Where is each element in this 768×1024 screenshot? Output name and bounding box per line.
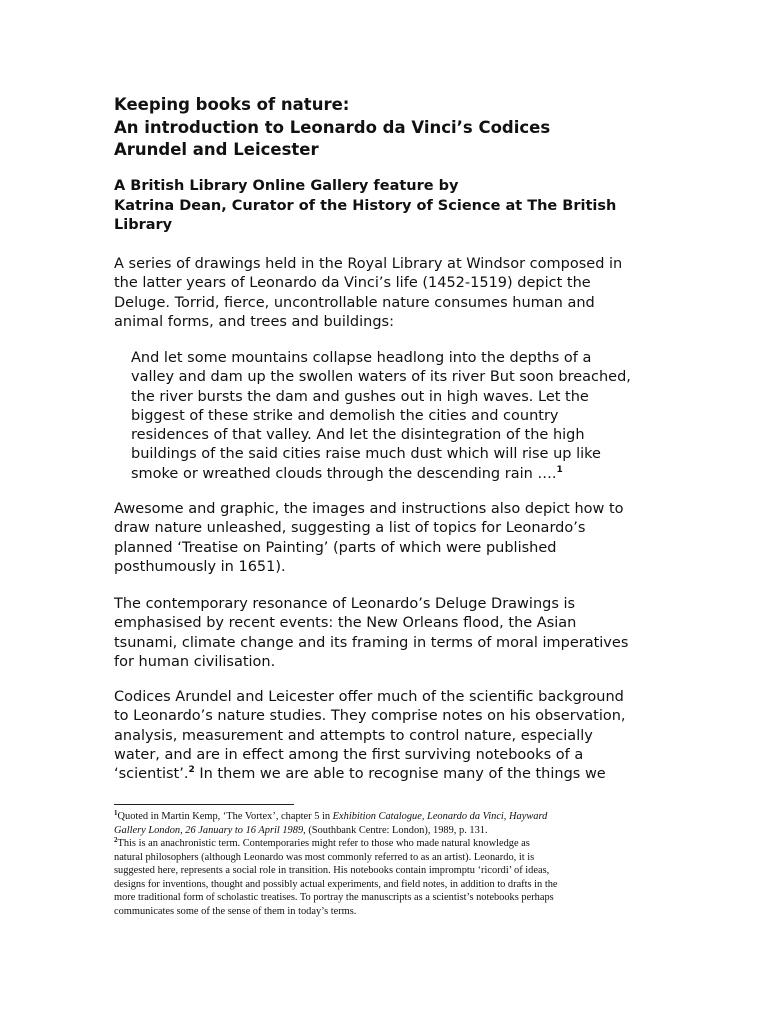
footnote-line: suggested here, represents a social role in transition. His notebooks contain impromptu ‘ricordi’ of ideas, — [114, 865, 550, 876]
footnote-line — [114, 824, 659, 838]
quote-line-last — [131, 465, 671, 484]
footnotes — [114, 810, 659, 918]
paragraph-line: water, and are in effect among the first surviving notebooks of a — [114, 746, 584, 763]
quote-line: valley and dam up the swollen waters of its river But soon breached, — [131, 369, 631, 386]
footnote-separator — [114, 804, 294, 805]
paragraph-line: the latter years of Leonardo da Vinci’s life (1452-1519) depict the — [114, 275, 591, 292]
footnote-line: more traditional form of scholastic treatises. To portray the manuscripts as a scientist’s notebooks perhaps — [114, 892, 554, 903]
paragraph-line: draw nature unleashed, suggesting a list of topics for Leonardo’s — [114, 520, 586, 537]
footnote-2 — [114, 837, 659, 918]
footnote-number: 1 — [114, 809, 118, 817]
title-line-2: An introduction to Leonardo da Vinci’s Codices — [114, 117, 551, 137]
paragraph-line: emphasised by recent events: the New Orleans flood, the Asian — [114, 615, 577, 632]
title-line-3: Arundel and Leicester — [114, 140, 319, 159]
paragraph-line-5 — [114, 765, 674, 784]
line-text-start: ‘scientist’. — [114, 766, 189, 783]
paragraph-line: planned ‘Treatise on Painting’ (parts of which were published — [114, 539, 557, 556]
footnote-line — [114, 810, 659, 824]
byline-line-3: Library — [114, 217, 173, 233]
quote-line: residences of that valley. And let the disintegration of the high — [131, 427, 585, 444]
paragraph-line: analysis, measurement and attempts to control nature, especially — [114, 727, 593, 744]
footnote-ref-1[interactable]: 1 — [556, 464, 563, 475]
byline-line-2: Katrina Dean, Curator of the History of Science at The British — [114, 197, 617, 214]
title-line-1: Keeping books of nature: — [114, 95, 350, 114]
paragraph-line: animal forms, and trees and buildings: — [114, 313, 394, 330]
footnote-text: Quoted in Martin Kemp, ‘The Vortex’, chapter 5 in — [117, 811, 333, 822]
footnote-line: natural philosophers (although Leonardo was most commonly referred to as an artist). Leonardo, it is — [114, 851, 535, 863]
footnote-line: communicates some of the sense of them in today’s terms. — [114, 905, 357, 917]
paragraph-line: to Leonardo’s nature studies. They comprise notes on his observation, — [114, 708, 626, 725]
footnote-text: , (Southbank Centre: London), 1989, p. 131. — [303, 824, 488, 836]
footnote-line: designs for inventions, thought and possibly actual experiments, and field notes, in addition to drafts in the — [114, 878, 558, 890]
paragraph-line: posthumously in 1651). — [114, 558, 286, 575]
byline — [114, 177, 734, 236]
paragraph-intro — [114, 255, 674, 332]
paragraph-line: A series of drawings held in the Royal Library at Windsor composed in — [114, 256, 623, 272]
line-text-end: In them we are able to recognise many of the things we — [194, 766, 606, 783]
paragraph-line: Deluge. Torrid, fierce, uncontrollable nature consumes human and — [114, 294, 595, 311]
paragraph-line: The contemporary resonance of Leonardo’s Deluge Drawings is — [114, 596, 576, 612]
byline-line-1: A British Library Online Gallery feature by — [114, 178, 459, 194]
document-title — [114, 94, 734, 162]
footnote-citation-title: Gallery London, 26 January to 16 April 1989 — [114, 824, 304, 836]
quote-line: And let some mountains collapse headlong into the depths of a — [131, 350, 592, 366]
footnote-number: 2 — [114, 836, 118, 844]
paragraph-codices — [114, 688, 674, 784]
footnote-text: This is an anachronistic term. Contemporaries might refer to those who made natural knowledge as — [117, 838, 530, 849]
quote-line-text: smoke or wreathed clouds through the descending rain …. — [131, 465, 557, 482]
paragraph-resonance — [114, 595, 674, 672]
quote-line: the river bursts the dam and gushes out in high waves. Let the — [131, 388, 589, 405]
paragraph-awesome — [114, 500, 674, 577]
footnote-citation-title: Exhibition Catalogue, Leonardo da Vinci, Hayward — [332, 811, 548, 822]
block-quote — [131, 349, 671, 484]
footnote-ref-2[interactable]: 2 — [188, 765, 195, 776]
footnote-line — [114, 837, 659, 851]
paragraph-line: Codices Arundel and Leicester offer much of the scientific background — [114, 689, 624, 705]
quote-line: biggest of these strike and demolish the cities and country — [131, 407, 559, 424]
paragraph-line: tsunami, climate change and its framing in terms of moral imperatives — [114, 634, 629, 651]
footnote-1 — [114, 810, 659, 837]
paragraph-line: Awesome and graphic, the images and instructions also depict how to — [114, 501, 624, 517]
quote-line: buildings of the said cities raise much dust which will rise up like — [131, 446, 601, 463]
paragraph-line: for human civilisation. — [114, 653, 276, 670]
